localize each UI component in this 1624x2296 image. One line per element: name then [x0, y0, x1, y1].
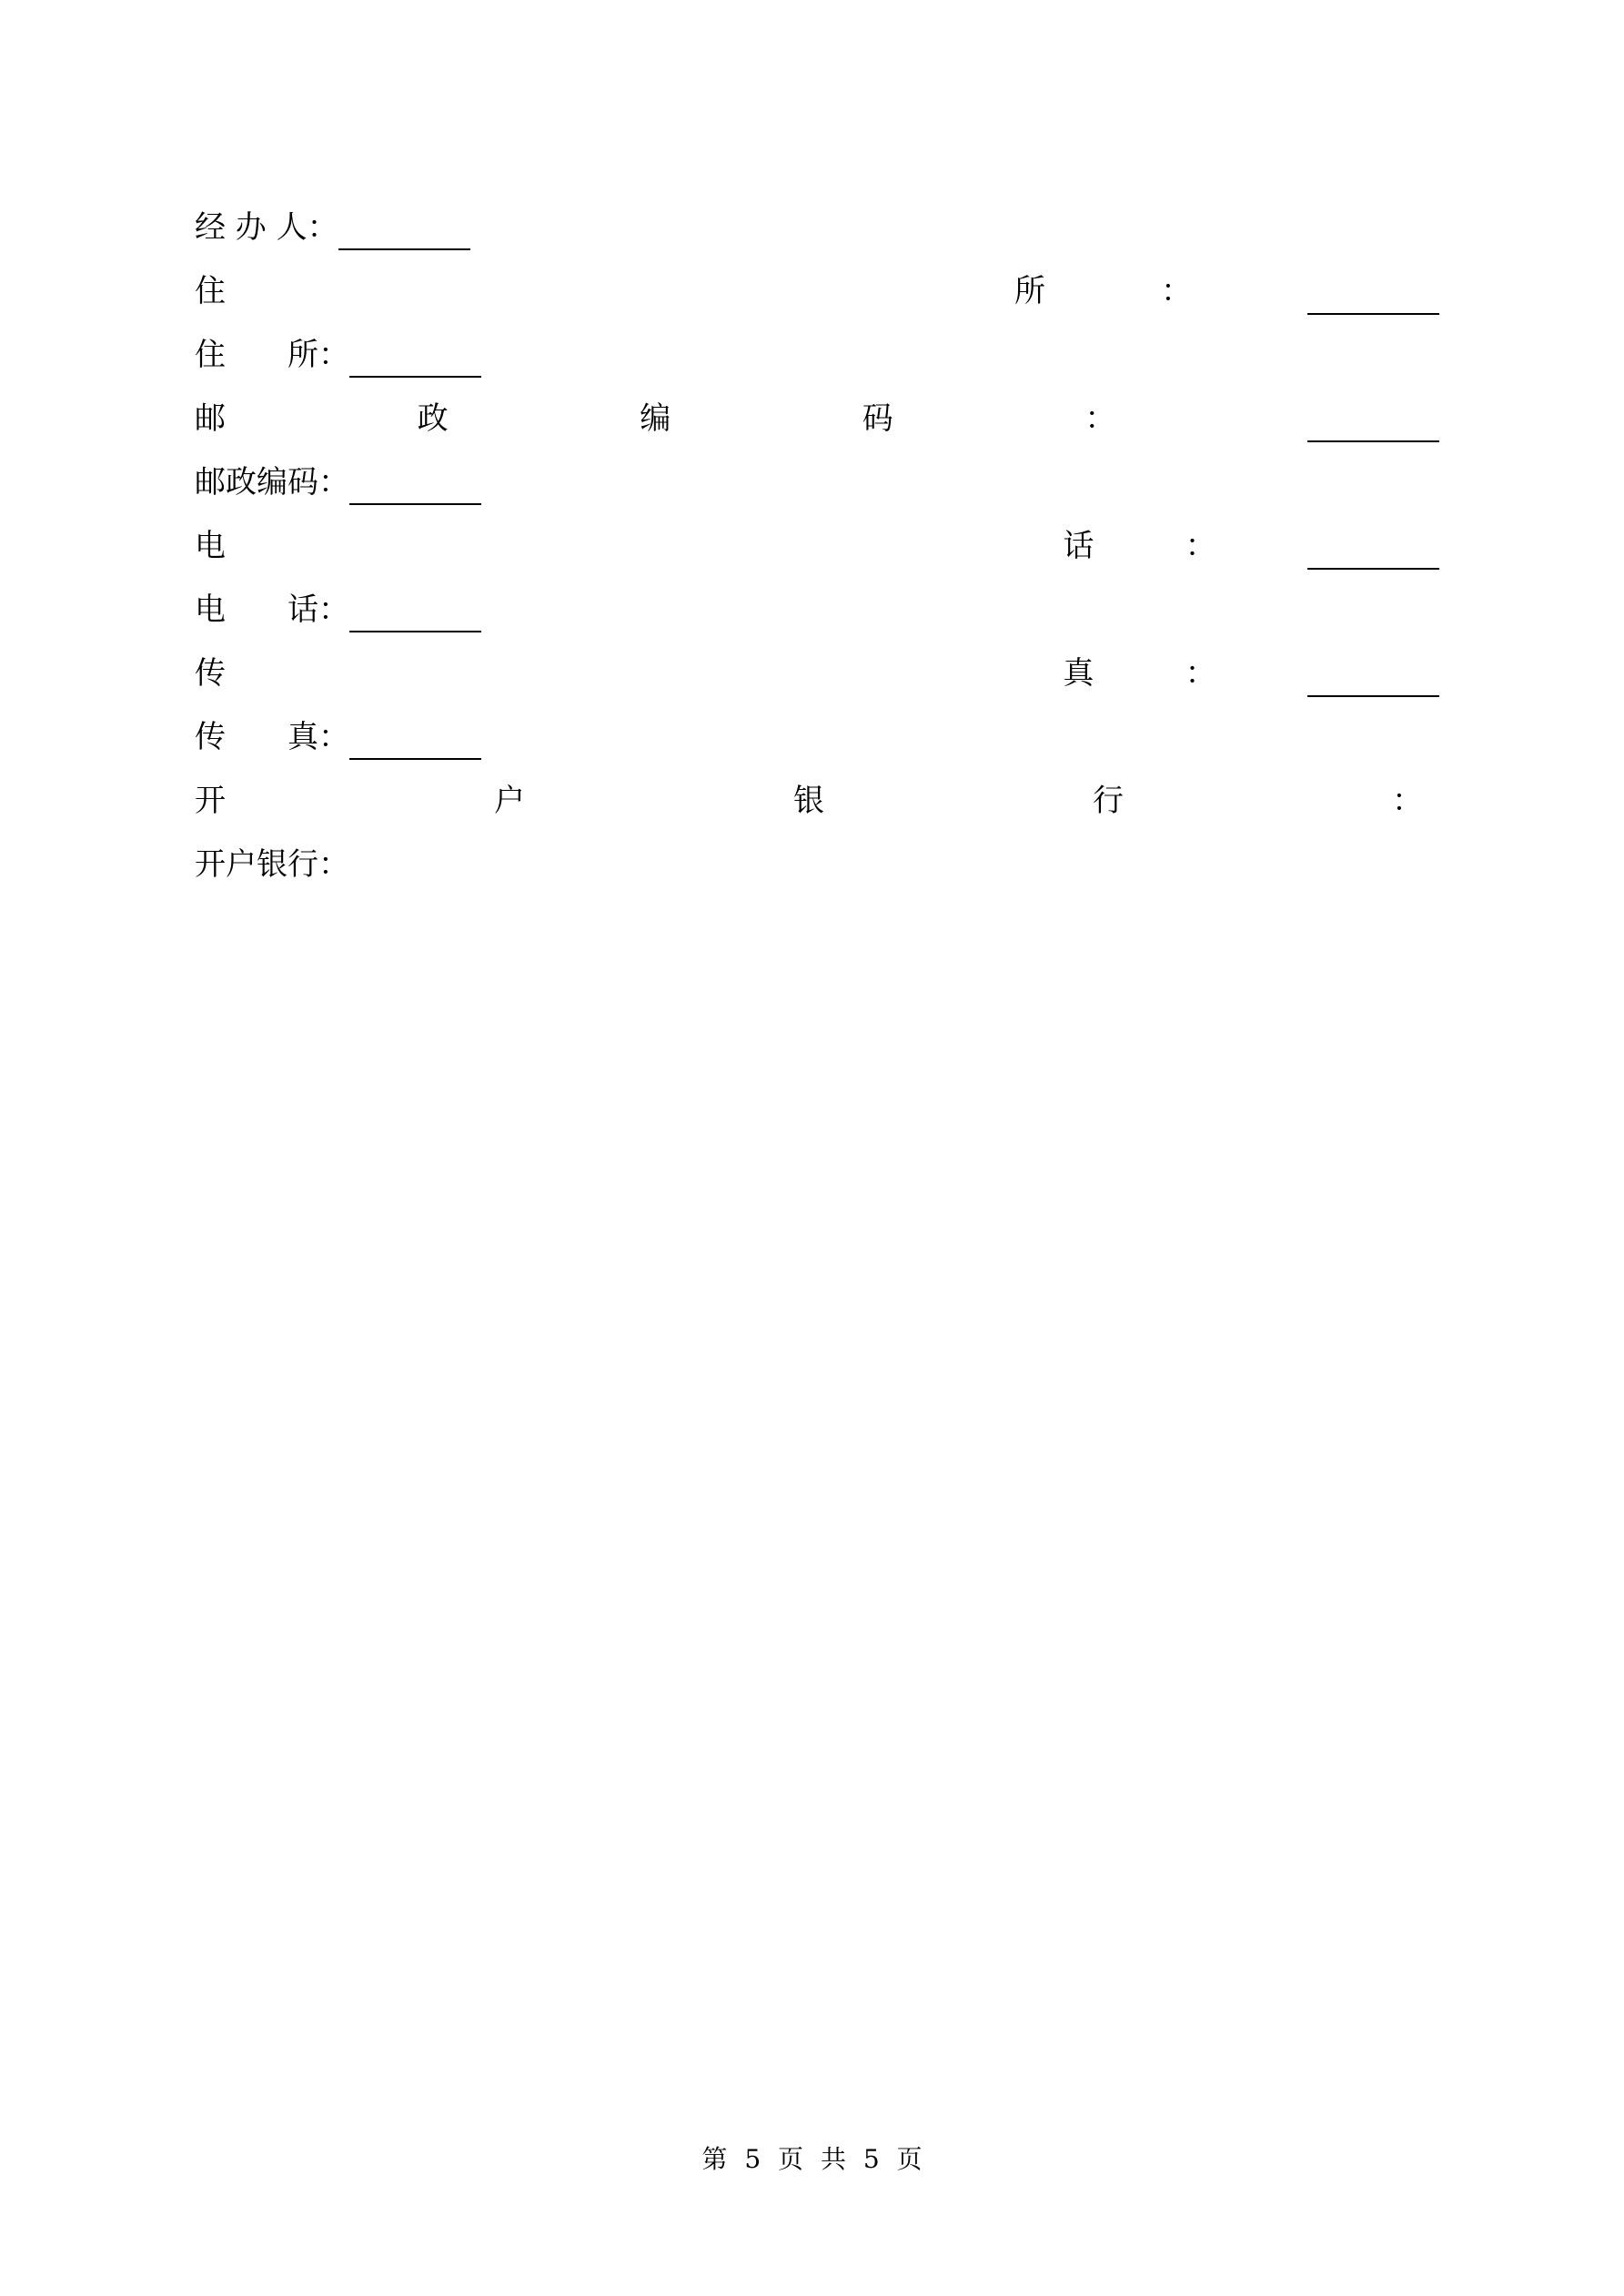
phone-blank[interactable]	[349, 598, 481, 632]
fax-justified-line	[195, 651, 1439, 696]
postcode-justified-line	[195, 396, 1439, 441]
phone-colon: ：	[1185, 528, 1216, 564]
bank-char-2: 户	[494, 783, 525, 819]
phone-line	[195, 587, 1439, 632]
bank-char-4: 行	[1093, 783, 1124, 819]
bank-char-1: 开	[195, 783, 226, 819]
address-label: 住 所：	[195, 337, 349, 373]
address-justified-blank[interactable]	[1307, 280, 1439, 315]
postcode-justified-blank[interactable]	[1307, 408, 1439, 442]
address-line	[195, 332, 1439, 378]
fax-label: 传 真：	[195, 719, 349, 755]
postcode-char-3: 编	[640, 400, 671, 437]
bank-justified-line	[195, 778, 1423, 824]
address-char-1: 住	[195, 273, 226, 309]
page-footer: 第 5 页 共 5 页	[701, 2144, 923, 2174]
bank-line	[195, 842, 1439, 887]
address-blank[interactable]	[349, 343, 481, 378]
address-colon: ：	[1161, 273, 1192, 309]
postcode-colon: ：	[1084, 400, 1116, 437]
bank-label: 开户银行：	[195, 846, 349, 883]
phone-char-2: 话	[1063, 528, 1094, 564]
phone-justified-line	[195, 523, 1439, 569]
fax-colon: ：	[1185, 655, 1216, 692]
bank-colon: ：	[1392, 783, 1423, 819]
postcode-char-1: 邮	[195, 400, 226, 437]
fax-char-1: 传	[195, 655, 226, 692]
handler-blank[interactable]	[338, 216, 470, 250]
handler-label: 经 办 人：	[195, 209, 338, 246]
fax-blank[interactable]	[349, 725, 481, 760]
postcode-blank[interactable]	[349, 470, 481, 505]
fax-line	[195, 714, 1439, 760]
fax-justified-blank[interactable]	[1307, 663, 1439, 697]
postcode-char-2: 政	[417, 400, 449, 437]
phone-justified-blank[interactable]	[1307, 535, 1439, 570]
address-justified-line	[195, 268, 1439, 314]
bank-char-3: 银	[793, 783, 824, 819]
postcode-label: 邮政编码：	[195, 464, 349, 501]
phone-label: 电 话：	[195, 592, 349, 628]
handler-line	[195, 205, 1439, 250]
postcode-char-4: 码	[862, 400, 893, 437]
address-char-2: 所	[1014, 273, 1045, 309]
fax-char-2: 真	[1063, 655, 1094, 692]
phone-char-1: 电	[195, 528, 226, 564]
postcode-line	[195, 460, 1439, 505]
